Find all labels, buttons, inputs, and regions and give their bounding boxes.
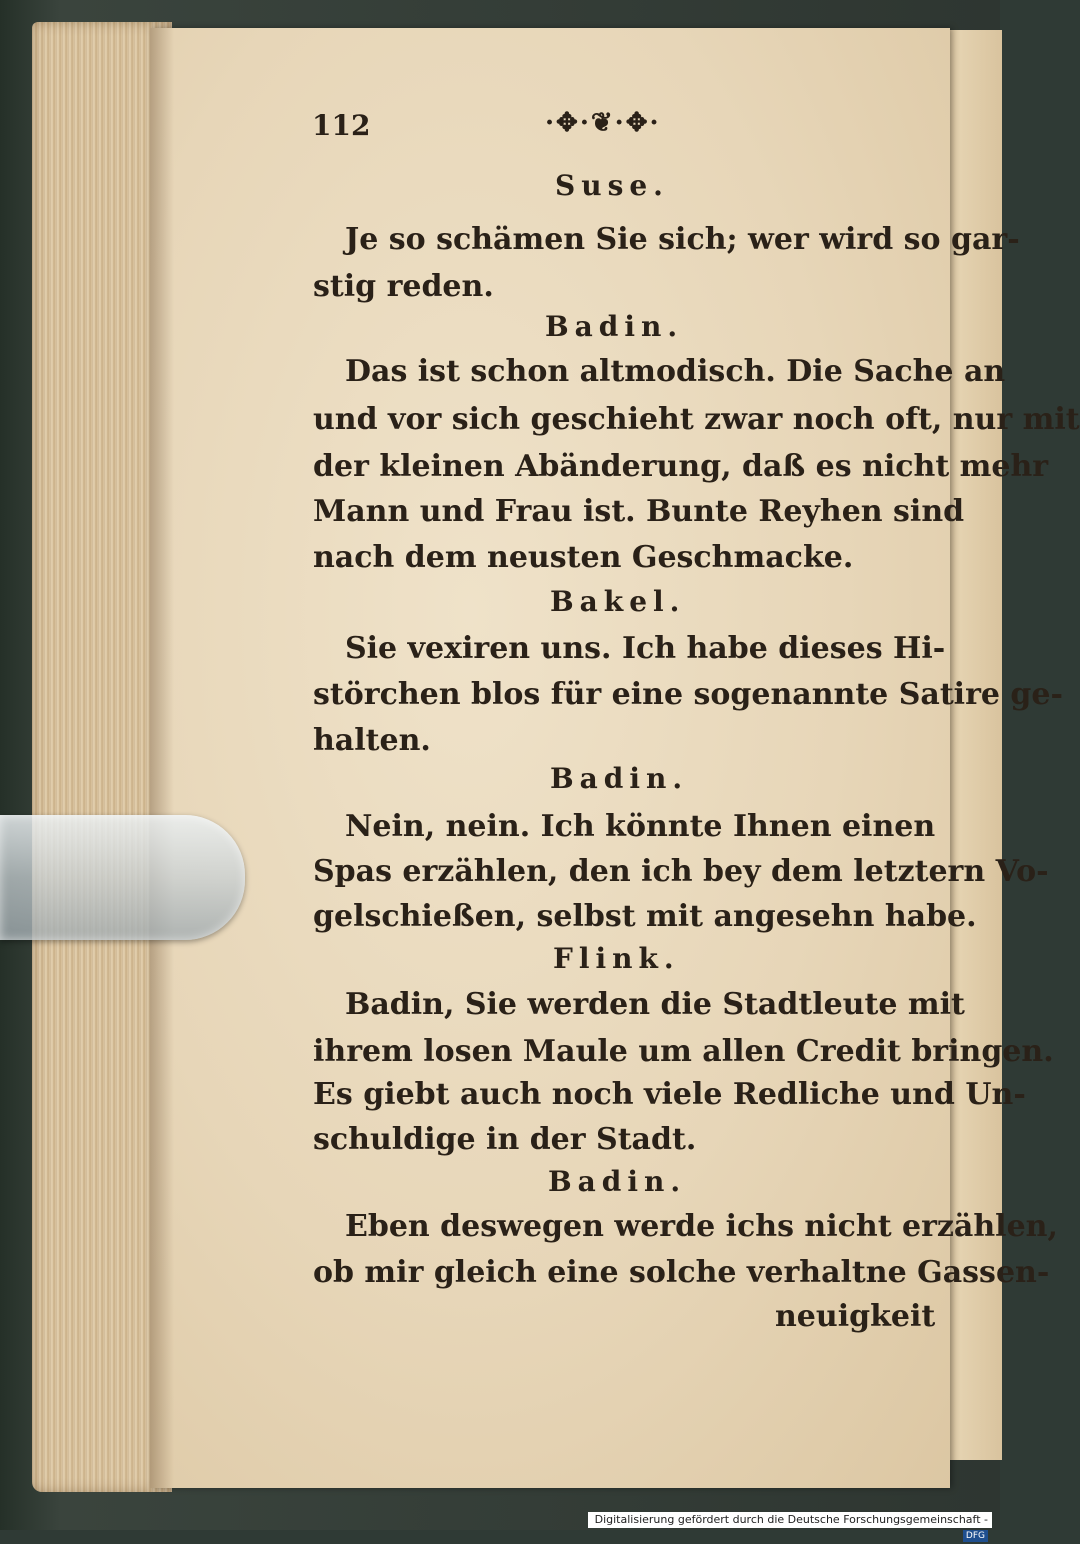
text-line: Das ist schon altmodisch. Die Sache an (345, 354, 1006, 389)
text-line: nach dem neusten Geschmacke. (313, 540, 854, 575)
text-line: Je so schämen Sie sich; wer wird so gar- (345, 222, 1020, 257)
speaker-name: Bakel. (550, 585, 686, 618)
text-line: halten. (313, 723, 431, 758)
page-holder-clip (0, 815, 245, 940)
speaker-name: Suse. (555, 169, 669, 202)
text-line: stig reden. (313, 269, 494, 304)
speaker-name: Flink. (553, 942, 680, 975)
text-line: Badin, Sie werden die Stadtleute mit (345, 987, 965, 1022)
digitization-credit (588, 1512, 992, 1541)
credit-text: Digitalisierung gefördert durch die Deutsche Forschungsgemeinschaft - (594, 1513, 988, 1526)
text-line: schuldige in der Stadt. (313, 1122, 697, 1157)
text-line: Mann und Frau ist. Bunte Reyhen sind (313, 494, 965, 529)
text-line: Sie vexiren uns. Ich habe dieses Hi- (345, 631, 946, 666)
text-line: der kleinen Abänderung, daß es nicht mehr (313, 449, 1049, 484)
catchword: neuigkeit (775, 1299, 936, 1334)
page-number: 112 (312, 109, 371, 142)
speaker-name: Badin. (548, 1165, 687, 1198)
speaker-name: Badin. (545, 310, 684, 343)
speaker-name: Badin. (550, 762, 689, 795)
gutter-shadow (150, 28, 174, 1488)
header-ornament: ·✥·❦·✥· (545, 108, 661, 138)
text-line: ob mir gleich eine solche verhaltne Gassen- (313, 1255, 1050, 1290)
text-line: störchen blos für eine sogenannte Satire ge- (313, 677, 1063, 712)
text-line: Es giebt auch noch viele Redliche und Un- (313, 1077, 1026, 1112)
text-line: Eben deswegen werde ichs nicht erzählen, (345, 1209, 1058, 1244)
text-line: ihrem losen Maule um allen Credit bringen. (313, 1034, 1054, 1069)
dfg-logo: DFG (963, 1530, 988, 1542)
text-line: Nein, nein. Ich könnte Ihnen einen (345, 809, 936, 844)
text-line: Spas erzählen, den ich bey dem letztern Vo- (313, 854, 1049, 889)
text-line: gelschießen, selbst mit angesehn habe. (313, 899, 977, 934)
text-line: und vor sich geschieht zwar noch oft, nur mit (313, 402, 1080, 437)
